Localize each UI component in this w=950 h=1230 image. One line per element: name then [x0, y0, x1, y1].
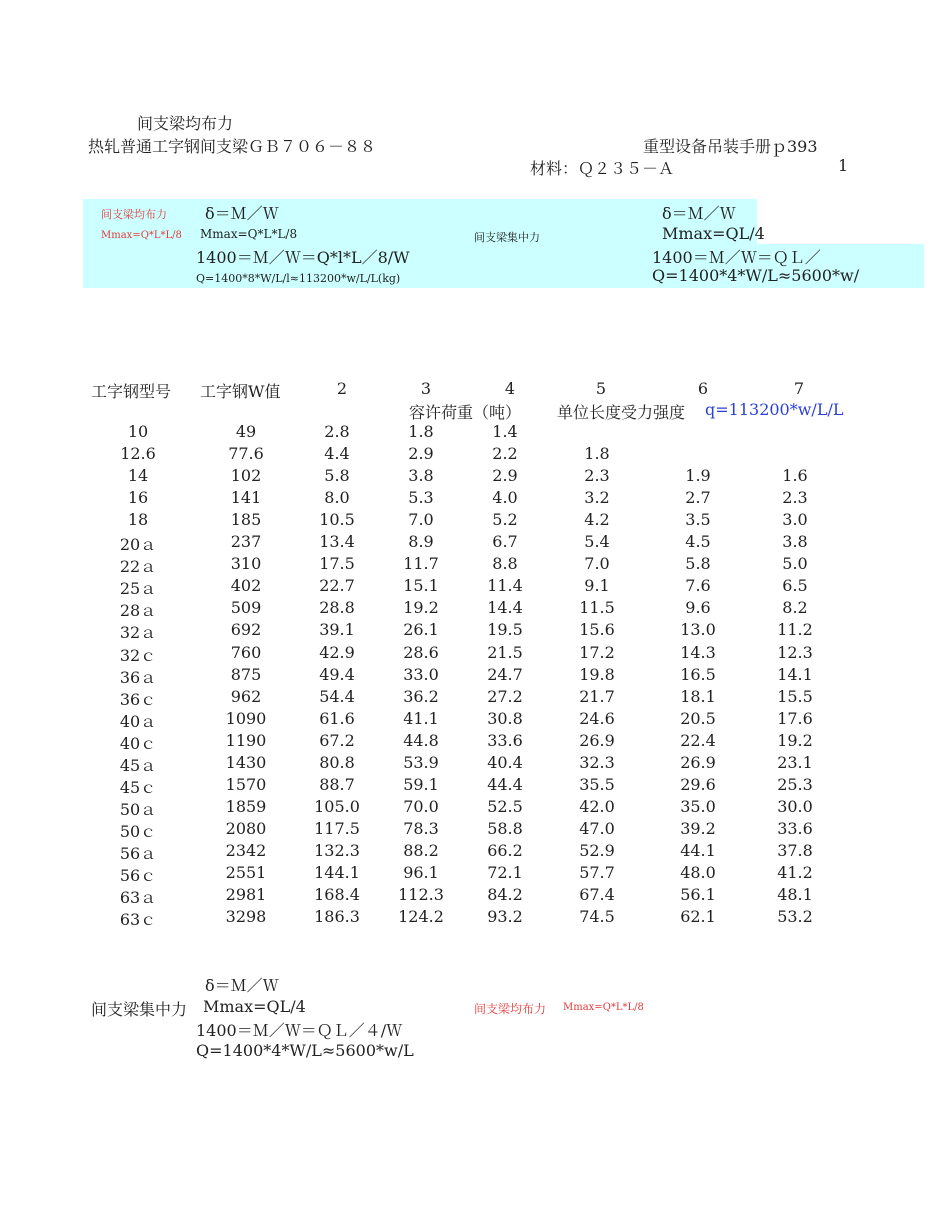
cell-load-L7: 53.2 — [777, 907, 813, 927]
cell-load-L3: 15.1 — [403, 576, 439, 596]
cell-load-L6: 56.1 — [680, 885, 716, 905]
cell-load-L6: 4.5 — [685, 532, 711, 552]
cell-load-L4: 1.4 — [492, 422, 518, 441]
cell-load-L5: 11.5 — [579, 598, 615, 618]
cell-model: 25ａ — [119, 579, 157, 599]
cell-load-L2: 13.4 — [319, 532, 355, 552]
cell-load-L3: 33.0 — [403, 664, 439, 684]
cell-load-L2: 22.7 — [319, 576, 355, 596]
cell-load-L5: 1.8 — [584, 444, 610, 464]
formula-stress: δ＝Ｍ／Ｗ — [205, 204, 279, 223]
cell-load-L7: 14.1 — [777, 664, 813, 684]
cell-model: 36ｃ — [119, 689, 157, 709]
cell-load-L4: 72.1 — [487, 863, 523, 882]
cell-load-L7: 30.0 — [777, 796, 813, 816]
bottom-red-label: 间支梁均布力 — [474, 1002, 547, 1016]
cell-model: 18 — [127, 510, 149, 530]
title-table: 热轧普通工字钢间支梁ＧＢ７０６－８８ — [88, 137, 377, 156]
cell-w-value: 1090 — [225, 708, 267, 728]
material-text: 材料：Ｑ２３５－Ａ — [530, 159, 675, 178]
cell-load-L4: 27.2 — [487, 686, 523, 706]
formula-right-stress: δ＝Ｍ／Ｗ — [662, 204, 736, 223]
formula-left-label: 间支梁均布力 — [101, 208, 167, 221]
formula-right-mmax: Mmax=QL/4 — [662, 224, 765, 243]
cell-load-L2: 4.4 — [324, 444, 350, 464]
cell-w-value: 2342 — [225, 840, 267, 860]
cell-load-L4: 40.4 — [487, 752, 523, 772]
cell-load-L3: 8.9 — [408, 532, 434, 552]
cell-load-L2: 88.7 — [319, 774, 355, 794]
cell-load-L2: 61.6 — [319, 708, 355, 728]
cell-load-L5: 21.7 — [579, 686, 615, 706]
cell-load-L6: 39.2 — [680, 818, 716, 838]
cell-load-L3: 78.3 — [403, 818, 439, 838]
cell-w-value: 1190 — [225, 730, 267, 750]
col-header-model: 工字钢型号 — [91, 382, 172, 401]
cell-load-L4: 2.2 — [492, 444, 518, 464]
cell-load-L4: 24.7 — [487, 664, 523, 684]
cell-load-L3: 59.1 — [403, 774, 439, 794]
cell-w-value: 760 — [230, 642, 262, 662]
col-header-6: 6 — [697, 379, 709, 398]
col-header-5: 5 — [595, 379, 607, 398]
cell-model: 56ａ — [119, 843, 157, 863]
cell-load-L7: 25.3 — [777, 774, 813, 794]
cell-model: 32ａ — [119, 623, 157, 643]
cell-load-L5: 74.5 — [579, 907, 615, 927]
cell-load-L3: 53.9 — [403, 752, 439, 772]
cell-load-L4: 66.2 — [487, 840, 523, 860]
cell-load-L5: 47.0 — [579, 818, 615, 838]
cell-load-L5: 4.2 — [584, 510, 610, 530]
cell-load-L2: 117.5 — [314, 818, 360, 838]
cell-load-L7: 2.3 — [782, 488, 808, 508]
cell-model: 40ａ — [119, 711, 157, 731]
cell-load-L4: 4.0 — [492, 488, 518, 508]
cell-load-L5: 35.5 — [579, 774, 615, 794]
cell-load-L6: 16.5 — [680, 664, 716, 684]
cell-load-L6: 2.7 — [685, 488, 711, 508]
cell-w-value: 2551 — [225, 863, 267, 882]
cell-load-L3: 36.2 — [403, 686, 439, 706]
cell-model: 63ｃ — [119, 910, 157, 930]
cell-load-L5: 15.6 — [579, 620, 615, 640]
cell-load-L7: 5.0 — [782, 554, 808, 574]
cell-load-L6: 14.3 — [680, 642, 716, 662]
cell-model: 56ｃ — [119, 866, 157, 885]
cell-load-L2: 186.3 — [314, 907, 360, 927]
cell-load-L6: 1.9 — [685, 466, 711, 486]
cell-load-L5: 9.1 — [584, 576, 610, 596]
formula-mmax: Mmax=Q*L*L/8 — [200, 227, 298, 241]
cell-load-L2: 49.4 — [319, 664, 355, 684]
cell-load-L7: 8.2 — [782, 598, 808, 618]
cell-w-value: 141 — [230, 488, 262, 508]
cell-load-L3: 11.7 — [403, 554, 439, 574]
cell-load-L6: 7.6 — [685, 576, 711, 596]
cell-load-L2: 2.8 — [324, 422, 350, 441]
cell-load-L5: 52.9 — [579, 840, 615, 860]
cell-w-value: 237 — [230, 532, 262, 552]
cell-w-value: 185 — [230, 510, 262, 530]
cell-load-L3: 1.8 — [408, 422, 434, 441]
subheader-formula: q=113200*w/L/L — [705, 400, 844, 419]
formula-q: Q=1400*8*W/L/l≈113200*w/L/L(kg) — [196, 272, 401, 285]
cell-load-L2: 54.4 — [319, 686, 355, 706]
cell-load-L6: 3.5 — [685, 510, 711, 530]
cell-load-L5: 5.4 — [584, 532, 610, 552]
cell-load-L3: 26.1 — [403, 620, 439, 640]
cell-model: 50ｃ — [119, 821, 157, 841]
cell-load-L7: 1.6 — [782, 466, 808, 486]
cell-load-L7: 3.8 — [782, 532, 808, 552]
cell-load-L6: 20.5 — [680, 708, 716, 728]
cell-load-L7: 17.6 — [777, 708, 813, 728]
cell-load-L6: 35.0 — [680, 796, 716, 816]
cell-load-L7: 6.5 — [782, 576, 808, 596]
cell-w-value: 875 — [230, 664, 262, 684]
cell-load-L6: 48.0 — [680, 863, 716, 882]
cell-model: 63ａ — [119, 888, 157, 908]
cell-load-L4: 33.6 — [487, 730, 523, 750]
formula-right-q: Q=1400*4*W/L≈5600*w/ — [652, 266, 860, 285]
cell-load-L2: 28.8 — [319, 598, 355, 618]
cell-w-value: 3298 — [225, 907, 267, 927]
cell-model: 45ｃ — [119, 777, 157, 797]
cell-w-value: 310 — [230, 554, 262, 574]
cell-w-value: 1430 — [225, 752, 267, 772]
cell-load-L6: 18.1 — [680, 686, 716, 706]
cell-load-L5: 3.2 — [584, 488, 610, 508]
cell-model: 40ｃ — [119, 733, 157, 753]
cell-model: 45ａ — [119, 755, 157, 775]
col-header-7: 7 — [793, 379, 805, 398]
cell-load-L3: 41.1 — [403, 708, 439, 728]
cell-load-L3: 3.8 — [408, 466, 434, 486]
title-uniform-load: 间支梁均布力 — [137, 114, 234, 133]
cell-load-L5: 26.9 — [579, 730, 615, 750]
cell-load-L4: 30.8 — [487, 708, 523, 728]
cell-load-L5: 24.6 — [579, 708, 615, 728]
cell-load-L3: 70.0 — [403, 796, 439, 816]
bottom-equation: 1400＝Ｍ／Ｗ＝ＱＬ／４/Ｗ — [196, 1021, 403, 1040]
cell-model: 12.6 — [120, 444, 156, 464]
subheader-allowable-load: 容许荷重（吨） — [409, 403, 522, 422]
bottom-red-formula: Mmax=Q*L*L/8 — [563, 1002, 644, 1013]
bottom-stress: δ＝Ｍ／Ｗ — [205, 976, 279, 995]
cell-load-L3: 28.6 — [403, 642, 439, 662]
cell-load-L6: 29.6 — [680, 774, 716, 794]
cell-load-L4: 84.2 — [487, 885, 523, 905]
cell-load-L6: 44.1 — [680, 840, 716, 860]
cell-load-L6: 5.8 — [685, 554, 711, 574]
cell-load-L7: 11.2 — [777, 620, 813, 640]
bottom-mmax: Mmax=QL/4 — [203, 997, 306, 1016]
cell-model: 32ｃ — [119, 645, 157, 665]
cell-load-L4: 58.8 — [487, 818, 523, 838]
cell-load-L3: 112.3 — [398, 885, 444, 905]
formula-mid-label: 间支梁集中力 — [474, 231, 540, 244]
cell-w-value: 1859 — [225, 796, 267, 816]
cell-load-L6: 13.0 — [680, 620, 716, 640]
cell-load-L7: 37.8 — [777, 840, 813, 860]
cell-load-L5: 32.3 — [579, 752, 615, 772]
cell-w-value: 402 — [230, 576, 262, 596]
cell-load-L2: 80.8 — [319, 752, 355, 772]
cell-load-L4: 93.2 — [487, 907, 523, 927]
cell-load-L5: 42.0 — [579, 796, 615, 816]
formula-left-sub: Mmax=Q*L*L/8 — [101, 230, 182, 241]
col-header-3: 3 — [420, 379, 432, 398]
cell-load-L7: 12.3 — [777, 642, 813, 662]
cell-model: 50ａ — [119, 799, 157, 819]
cell-w-value: 102 — [230, 466, 262, 486]
cell-load-L4: 21.5 — [487, 642, 523, 662]
cell-load-L7: 33.6 — [777, 818, 813, 838]
cell-load-L2: 39.1 — [319, 620, 355, 640]
cell-load-L2: 132.3 — [314, 840, 360, 860]
cell-load-L6: 62.1 — [680, 907, 716, 927]
cell-load-L6: 26.9 — [680, 752, 716, 772]
col-header-w: 工字钢W值 — [200, 382, 281, 401]
cell-model: 14 — [127, 466, 149, 486]
formula-equation: 1400＝Ｍ／Ｗ＝Q*l*L／8/W — [196, 248, 410, 267]
cell-load-L3: 19.2 — [403, 598, 439, 618]
col-header-4: 4 — [504, 379, 516, 398]
cell-model: 20ａ — [119, 535, 157, 555]
cell-load-L3: 88.2 — [403, 840, 439, 860]
cell-load-L2: 168.4 — [314, 885, 360, 905]
cell-load-L7: 23.1 — [777, 752, 813, 772]
cell-load-L2: 144.1 — [314, 863, 360, 882]
cell-w-value: 509 — [230, 598, 262, 618]
cell-w-value: 692 — [230, 620, 262, 640]
cell-w-value: 962 — [230, 686, 262, 706]
formula-right-equation: 1400＝Ｍ／Ｗ＝ＱＬ／ — [652, 248, 821, 267]
cell-load-L4: 6.7 — [492, 532, 518, 552]
reference-text: 重型设备吊装手册ｐ393 — [643, 137, 818, 156]
cell-load-L2: 67.2 — [319, 730, 355, 750]
cell-load-L4: 14.4 — [487, 598, 523, 618]
cell-load-L4: 52.5 — [487, 796, 523, 816]
cell-load-L3: 96.1 — [403, 863, 439, 882]
cell-w-value: 49 — [235, 422, 257, 441]
cell-load-L5: 57.7 — [579, 863, 615, 882]
bottom-label: 间支梁集中力 — [91, 1000, 188, 1019]
cell-model: 28ａ — [119, 601, 157, 621]
cell-load-L6: 9.6 — [685, 598, 711, 618]
cell-load-L2: 105.0 — [314, 796, 360, 816]
cell-load-L4: 19.5 — [487, 620, 523, 640]
clipped-cell-text: 1 — [838, 156, 849, 175]
cell-load-L5: 67.4 — [579, 885, 615, 905]
cell-load-L4: 8.8 — [492, 554, 518, 574]
cell-load-L4: 44.4 — [487, 774, 523, 794]
cell-w-value: 77.6 — [228, 444, 264, 464]
cell-load-L4: 2.9 — [492, 466, 518, 486]
cell-load-L7: 19.2 — [777, 730, 813, 750]
cell-w-value: 1570 — [225, 774, 267, 794]
cell-load-L5: 7.0 — [584, 554, 610, 574]
cell-model: 16 — [127, 488, 149, 508]
cell-load-L3: 5.3 — [408, 488, 434, 508]
cell-load-L7: 48.1 — [777, 885, 813, 905]
cell-load-L3: 2.9 — [408, 444, 434, 464]
formula-band-top — [83, 199, 757, 244]
cell-load-L6: 22.4 — [680, 730, 716, 750]
cell-load-L3: 7.0 — [408, 510, 434, 530]
cell-load-L2: 8.0 — [324, 488, 350, 508]
subheader-unit-strength: 单位长度受力强度 — [557, 403, 686, 422]
cell-load-L5: 2.3 — [584, 466, 610, 486]
bottom-q: Q=1400*4*W/L≈5600*w/L — [196, 1041, 414, 1060]
cell-w-value: 2981 — [225, 885, 267, 905]
cell-load-L7: 41.2 — [777, 863, 813, 882]
cell-model: 10 — [127, 422, 149, 441]
cell-load-L5: 19.8 — [579, 664, 615, 684]
cell-load-L4: 11.4 — [487, 576, 523, 596]
cell-load-L3: 44.8 — [403, 730, 439, 750]
cell-load-L3: 124.2 — [398, 907, 444, 927]
cell-load-L2: 5.8 — [324, 466, 350, 486]
cell-model: 36ａ — [119, 667, 157, 687]
cell-load-L2: 42.9 — [319, 642, 355, 662]
col-header-2: 2 — [336, 379, 348, 398]
cell-model: 22ａ — [119, 557, 157, 577]
cell-load-L7: 15.5 — [777, 686, 813, 706]
cell-load-L4: 5.2 — [492, 510, 518, 530]
cell-load-L7: 3.0 — [782, 510, 808, 530]
cell-load-L5: 17.2 — [579, 642, 615, 662]
cell-load-L2: 17.5 — [319, 554, 355, 574]
cell-w-value: 2080 — [225, 818, 267, 838]
cell-load-L2: 10.5 — [319, 510, 355, 530]
